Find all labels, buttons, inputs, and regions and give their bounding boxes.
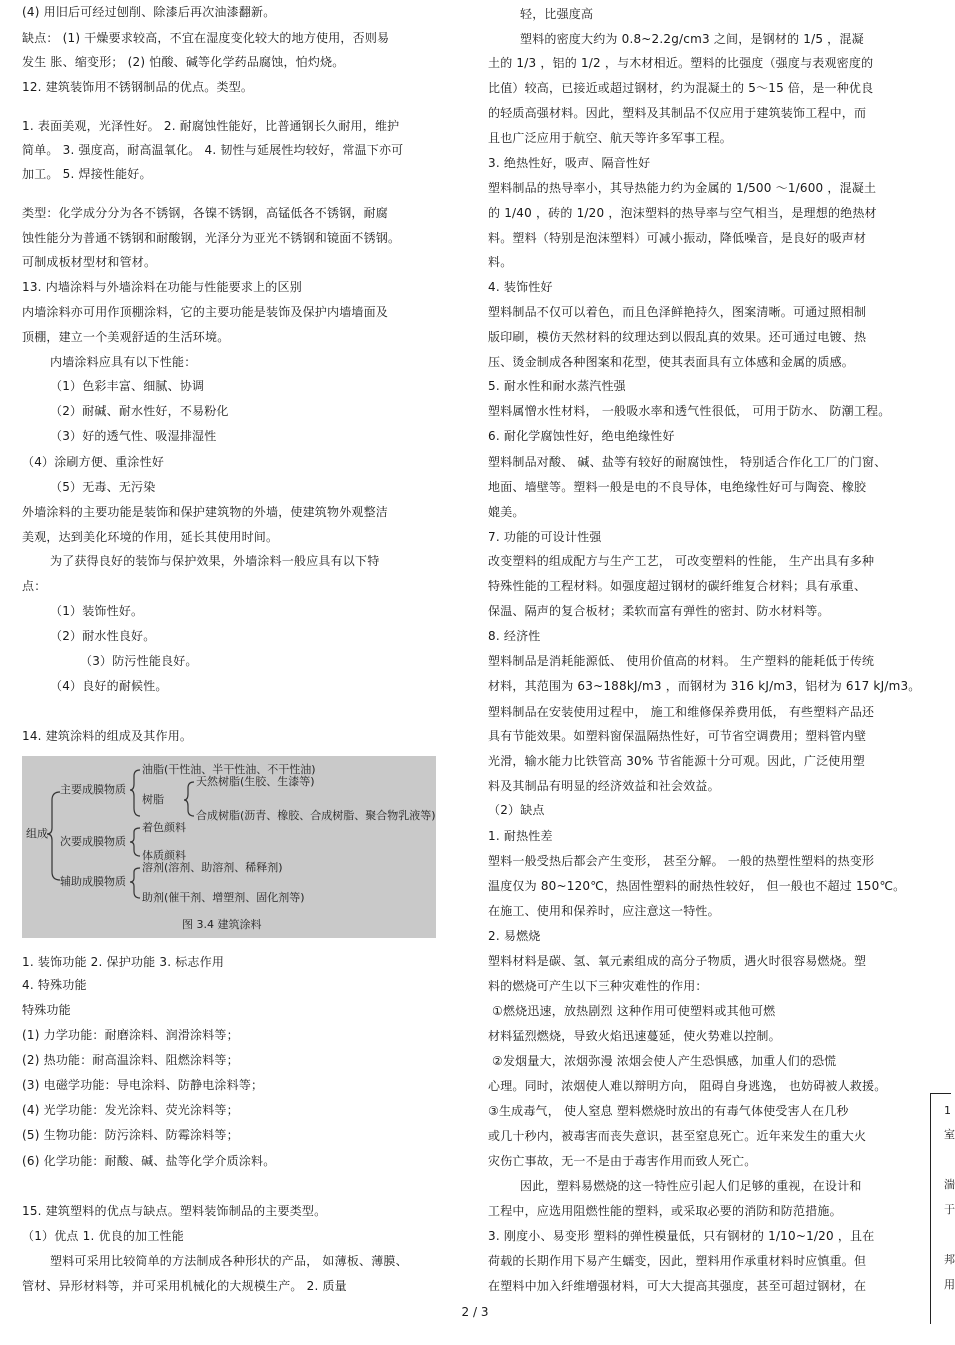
text-line: 5. 耐水性和耐水蒸汽性强	[488, 379, 626, 393]
text-line: 4. 装饰性好	[488, 280, 553, 294]
text-line: (6) 化学功能：耐酸、碱、盐等化学介质涂料。	[22, 1154, 276, 1168]
text-line: 特殊性能的工程材料。如强度超过钢材的碳纤维复合材料；具有承重、	[488, 579, 867, 593]
text-line: 缺点： (1) 干燥要求较高，不宜在湿度变化较大的地方使用，否则易	[22, 31, 390, 45]
text-line: 压、烫金制成各种图案和花型，使其表面具有立体感和金属的质感。	[488, 355, 855, 369]
text-line: 3. 绝热性好，吸声、隔音性好	[488, 156, 651, 170]
text-line: 工程中，应选用阻燃性能的塑料，或采取必要的消防和防范措施。	[488, 1204, 842, 1218]
figure-oil: 油脂(干性油、半干性油、不干性油)	[142, 763, 316, 776]
text-line: 特殊功能	[22, 1003, 71, 1017]
edge-fragment: 于	[944, 1203, 955, 1216]
figure-synthetic-resin: 合成树脂(沥青、橡胶、合成树脂、聚合物乳液等)	[196, 809, 436, 822]
figure-pigment-body: 体质颜料	[142, 849, 186, 862]
text-line: 顶棚，建立一个美观舒适的生活环境。	[22, 330, 230, 344]
text-line: （5）无毒、无污染	[50, 480, 156, 494]
text-line: 媲美。	[488, 505, 525, 519]
text-line: 温度仅为 80~120℃，热固性塑料的耐热性较好， 但一般也不超过 150℃。	[488, 879, 906, 893]
figure-caption: 图 3.4 建筑涂料	[182, 918, 262, 931]
figure-additive: 助剂(催干剂、增塑剂、固化剂等)	[142, 891, 305, 904]
text-line: 简单。 3. 强度高，耐高温氧化。 4. 韧性与延展性均较好，常温下亦可	[22, 143, 404, 157]
text-line: 点：	[22, 579, 47, 593]
text-line: (5) 生物功能：防污涂料、防霉涂料等；	[22, 1128, 239, 1142]
text-line: 或几十秒内，被毒害而丧失意识，甚至窒息死亡。近年来发生的重大火	[488, 1129, 867, 1143]
text-line: 12. 建筑装饰用不锈钢制品的优点。类型。	[22, 80, 254, 94]
text-line: 料及其制品有明显的经济效益和社会效益。	[488, 779, 720, 793]
text-line: 可制成板材型材和管材。	[22, 255, 157, 269]
text-line: 土的 1/3 ，铝的 1/2 ，与木材相近。塑料的比强度（强度与表观密度的	[488, 56, 874, 70]
text-line: 塑料制品对酸、 碱、盐等有较好的耐腐蚀性， 特别适合作化工厂的门窗、	[488, 455, 887, 469]
text-line: （2）耐碱、耐水性好，不易粉化	[50, 404, 229, 418]
text-line: 比值）较高，已接近或超过钢材，约为混凝土的 5～15 倍，是一种优良	[488, 81, 874, 95]
figure-resin: 树脂	[142, 793, 164, 806]
figure-main-film: 主要成膜物质	[60, 783, 126, 796]
text-line: 塑料属憎水性材料， 一般吸水率和透气性很低， 可用于防水、 防潮工程。	[488, 404, 891, 418]
text-line: 料。	[488, 255, 513, 269]
figure-natural-resin: 天然树脂(生胶、生漆等)	[196, 775, 315, 788]
text-line: 材料猛烈燃烧，导致火焰迅速蔓延，使火势难以控制。	[488, 1029, 781, 1043]
text-line: 料。塑料（特别是泡沫塑料）可减小振动，降低噪音，是良好的吸声材	[488, 231, 867, 245]
text-line: 荷载的长期作用下易产生蠕变，因此，塑料用作承重材料时应慎重。但	[488, 1254, 867, 1268]
text-line: 地面、墙壁等。塑料一般是电的不良导体，电绝缘性好可与陶瓷、橡胶	[488, 480, 867, 494]
text-line: (1) 力学功能：耐磨涂料、润滑涂料等；	[22, 1028, 239, 1042]
text-line: 蚀性能分为普通不锈钢和耐酸钢，光泽分为亚光不锈钢和镜面不锈钢。	[22, 231, 401, 245]
text-line: 加工。 5. 焊接性能好。	[22, 167, 152, 181]
text-line: 8. 经济性	[488, 629, 541, 643]
text-line: 类型：化学成分分为各不锈钢，各镍不锈钢，高锰低各不锈钢，耐腐	[22, 206, 389, 220]
text-line: 的轻质高强材料。因此，塑料及其制品不仅应用于建筑装饰工程中，而	[488, 106, 867, 120]
text-line: 塑料制品不仅可以着色，而且色泽鲜艳持久，图案清晰。可通过照相制	[488, 305, 867, 319]
text-line: 保温、隔声的复合板材；柔软而富有弹性的密封、防水材料等。	[488, 604, 830, 618]
figure-secondary-film: 次要成膜物质	[60, 835, 126, 848]
text-line: 版印刷，模仿天然材料的纹理达到以假乱真的效果。还可通过电镀、热	[488, 330, 867, 344]
edge-fragment: 湍	[944, 1178, 955, 1191]
text-line: （2）缺点	[488, 803, 545, 817]
text-line: （3）好的透气性、吸湿排湿性	[50, 429, 217, 443]
text-line: 为了获得良好的装饰与保护效果，外墙涂料一般应具有以下特	[50, 554, 380, 568]
figure-solvent: 溶剂(溶剂、助溶剂、稀释剂)	[142, 861, 283, 874]
text-line: （1）优点 1. 优良的加工性能	[22, 1229, 184, 1243]
text-line: 且也广泛应用于航空、航天等许多军事工程。	[488, 131, 733, 145]
text-line: (3) 电磁学功能：导电涂料、防静电涂料等；	[22, 1078, 264, 1092]
figure-pigment-color: 着色颜料	[142, 821, 186, 834]
text-line: 在施工、使用和保养时，应注意这一特性。	[488, 904, 720, 918]
text-line: 塑料制品在安装使用过程中， 施工和维修保养费用低， 有些塑料产品还	[488, 705, 875, 719]
text-line: 塑料一般受热后都会产生变形， 甚至分解。 一般的热塑性塑料的热变形	[488, 854, 875, 868]
text-line: （4）涂刷方便、重涂性好	[22, 455, 165, 469]
text-line: 塑料的密度大约为 0.8~2.2g/cm3 之间，是钢材的 1/5 ，混凝	[520, 32, 864, 46]
text-line: 轻，比强度高	[520, 7, 594, 21]
text-line: 外墙涂料的主要功能是装饰和保护建筑物的外墙，使建筑物外观整洁	[22, 505, 389, 519]
text-line: (4) 用旧后可经过刨削、除漆后再次油漆翻新。	[22, 5, 276, 19]
text-line: 材料，其范围为 63~188kJ/m3 ，而钢材为 316 kJ/m3，铝材为 617 kJ/m3。	[488, 679, 921, 693]
text-line: 2. 易燃烧	[488, 929, 541, 943]
text-line: 的 1/40 ，砖的 1/20 ，泡沫塑料的热导率与空气相当，是理想的绝热材	[488, 206, 877, 220]
text-line: （2）耐水性良好。	[50, 629, 156, 643]
text-line: 因此，塑料易燃烧的这一特性应引起人们足够的重视，在设计和	[520, 1179, 862, 1193]
text-line: 内墙涂料亦可用作顶棚涂料，它的主要功能是装饰及保护内墙墙面及	[22, 305, 389, 319]
text-line: 1. 耐热性差	[488, 829, 553, 843]
text-line: （4）良好的耐候性。	[50, 679, 168, 693]
text-line: 4. 特殊功能	[22, 978, 87, 992]
text-line: 14. 建筑涂料的组成及其作用。	[22, 729, 193, 743]
text-line: 15. 建筑塑料的优点与缺点。塑料装饰制品的主要类型。	[22, 1204, 327, 1218]
text-line: 1. 装饰功能 2. 保护功能 3. 标志作用	[22, 955, 225, 969]
text-line: ①燃烧迅速，放热剧烈 这种作用可使塑料或其他可燃	[492, 1004, 776, 1018]
text-line: 6. 耐化学腐蚀性好，绝电绝缘性好	[488, 429, 675, 443]
edge-fragment: 室	[944, 1128, 955, 1141]
text-line: （3）防污性能良好。	[80, 654, 198, 668]
text-line: 料的燃烧可产生以下三种灾难性的作用：	[488, 979, 708, 993]
text-line: 7. 功能的可设计性强	[488, 530, 602, 544]
page-number: 2 / 3	[461, 1305, 489, 1319]
coating-composition-figure	[22, 756, 436, 938]
text-line: 改变塑料的组成配方与生产工艺， 可改变塑料的性能， 生产出具有多种	[488, 554, 875, 568]
text-line: 灾伤亡事故，无一不是由于毒害作用而致人死亡。	[488, 1154, 757, 1168]
text-line: 具有节能效果。如塑料窗保温隔热性好，可节省空调费用；塑料管内壁	[488, 729, 867, 743]
text-line: 塑料可采用比较简单的方法制成各种形状的产品， 如薄板、薄膜、	[50, 1254, 408, 1268]
text-line: （1）色彩丰富、细腻、协调	[50, 379, 205, 393]
text-line: （1）装饰性好。	[50, 604, 144, 618]
text-line: 3. 刚度小、易变形 塑料的弹性模量低，只有钢材的 1/10~1/20 ，且在	[488, 1229, 875, 1243]
text-line: 内墙涂料应具有以下性能：	[50, 355, 197, 369]
text-line: 13. 内墙涂料与外墙涂料在功能与性能要求上的区别	[22, 280, 302, 294]
text-line: 光滑，输水能力比铁管高 30% 节省能源十分可观。因此，广泛使用塑	[488, 754, 865, 768]
edge-fragment: 邦	[944, 1253, 955, 1266]
text-line: 美观，达到美化环境的作用，延长其使用时间。	[22, 530, 279, 544]
text-line: 塑料材料是碳、氢、氧元素组成的高分子物质，遇火时很容易燃烧。塑	[488, 954, 867, 968]
edge-fragment: 用	[944, 1278, 955, 1291]
text-line: (2) 热功能：耐高温涂料、阻燃涂料等；	[22, 1053, 239, 1067]
text-line: 管材、异形材料等，并可采用机械化的大规模生产。 2. 质量	[22, 1279, 347, 1293]
text-line: 心理。同时，浓烟使人难以辩明方向， 阻碍自身逃逸， 也妨碍被人救援。	[488, 1079, 887, 1093]
text-line: 塑料制品的热导率小，其导热能力约为金属的 1/500 ～1/600 ，混凝土	[488, 181, 877, 195]
text-line: 1. 表面美观，光泽性好。 2. 耐腐蚀性能好，比普通钢长久耐用，维护	[22, 119, 400, 133]
text-line: ②发烟量大，浓烟弥漫 浓烟会使人产生恐惧感，加重人们的恐慌	[492, 1054, 837, 1068]
text-line: 塑料制品是消耗能源低、 使用价值高的材料。 生产塑料的能耗低于传统	[488, 654, 875, 668]
figure-auxiliary-film: 辅助成膜物质	[60, 875, 126, 888]
text-line: 在塑料中加入纤维增强材料，可大大提高其强度，甚至可超过钢材，在	[488, 1279, 867, 1293]
edge-fragment: 1	[944, 1104, 951, 1117]
text-line: (4) 光学功能：发光涂料、荧光涂料等；	[22, 1103, 239, 1117]
figure-root: 组成	[26, 827, 48, 840]
text-line: 发生 胀、缩变形； (2) 怕酸、碱等化学药品腐蚀，怕灼烧。	[22, 55, 345, 69]
text-line: ③生成毒气， 使人窒息 塑料燃烧时放出的有毒气体使受害人在几秒	[488, 1104, 849, 1118]
